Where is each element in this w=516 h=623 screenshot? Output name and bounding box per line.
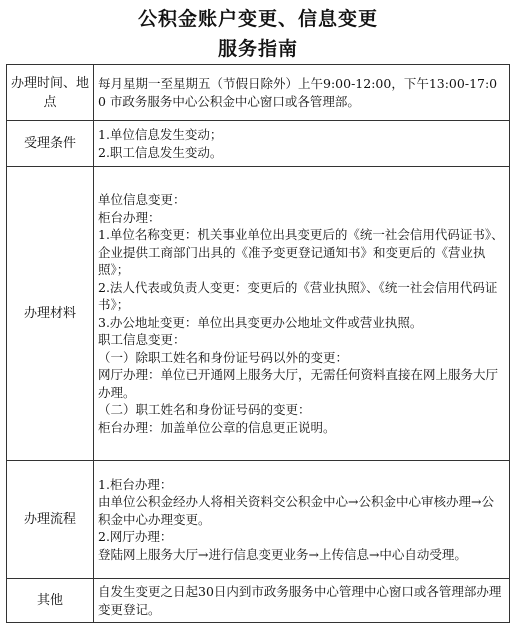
row-label-conditions: 受理条件: [7, 121, 94, 167]
content-line: 1.柜台办理：: [98, 476, 173, 492]
row-label-materials: 办理材料: [7, 167, 94, 461]
content-line: 2.职工信息发生变动。: [98, 144, 223, 160]
content-line: 每月星期一至星期五（节假日除外）上午9:00-12:00，下午13:00-17:00 市政务服务中心公积金中心窗口或各管理部。: [98, 76, 498, 109]
table-row: [7, 65, 510, 121]
content-line: 3.办公地址变更：单位出具变更办公地址文件或营业执照。: [98, 314, 423, 330]
content-line: 由单位公积金经办人将相关资料交公积金中心→公积金中心审核办理→公积金中心办理变更。: [98, 494, 494, 527]
content-line: 网厅办理：单位已开通网上服务大厅，无需任何资料直接在网上服务大厅办理。: [98, 367, 499, 400]
content-line: 1.单位信息发生变动；: [98, 127, 223, 142]
content-line: 职工信息变更：: [98, 332, 186, 347]
table-row: [7, 167, 510, 461]
row-label-other: 其他: [7, 579, 94, 623]
content-line: 登陆网上服务大厅→进行信息变更业务→上传信息→中心自动受理。: [98, 546, 467, 562]
row-content-time-place: [94, 65, 510, 121]
row-content-conditions: [94, 121, 510, 167]
content-line: 2.网厅办理：: [98, 529, 173, 545]
row-content-process: [94, 461, 510, 579]
content-line: （一）除职工姓名和身份证号码以外的变更：: [98, 349, 349, 365]
row-label-process: 办理流程: [7, 461, 94, 579]
table-row: [7, 121, 510, 167]
content-line: 柜台办理：: [98, 209, 161, 225]
row-content-other: [94, 579, 510, 623]
service-guide-table: [6, 64, 510, 623]
page-subtitle: 服务指南: [217, 38, 298, 60]
content-line: 自发生变更之日起30日内到市政务服务中心管理中心窗口或各管理部办理变更登记。: [98, 584, 502, 617]
table-row: [7, 461, 510, 579]
row-label-time-place: 办理时间、地点: [7, 65, 94, 121]
content-line: （二）职工姓名和身份证号码的变更：: [98, 402, 311, 417]
content-line: 柜台办理：加盖单位公章的信息更正说明。: [98, 419, 336, 435]
page-title: 公积金账户变更、信息变更: [137, 8, 378, 30]
row-content-materials: [94, 167, 510, 461]
content-line: 1.单位名称变更：机关事业单位出具变更后的《统一社会信用代码证书》、企业提供工商部门出具的《准予变更登记通知书》和变更后的《营业执照》；: [98, 227, 504, 277]
content-line: 2.法人代表或负责人变更：变更后的《营业执照》、《统一社会信用代码证书》；: [98, 279, 498, 312]
table-row: [7, 579, 510, 623]
content-line: 单位信息变更：: [98, 192, 186, 207]
